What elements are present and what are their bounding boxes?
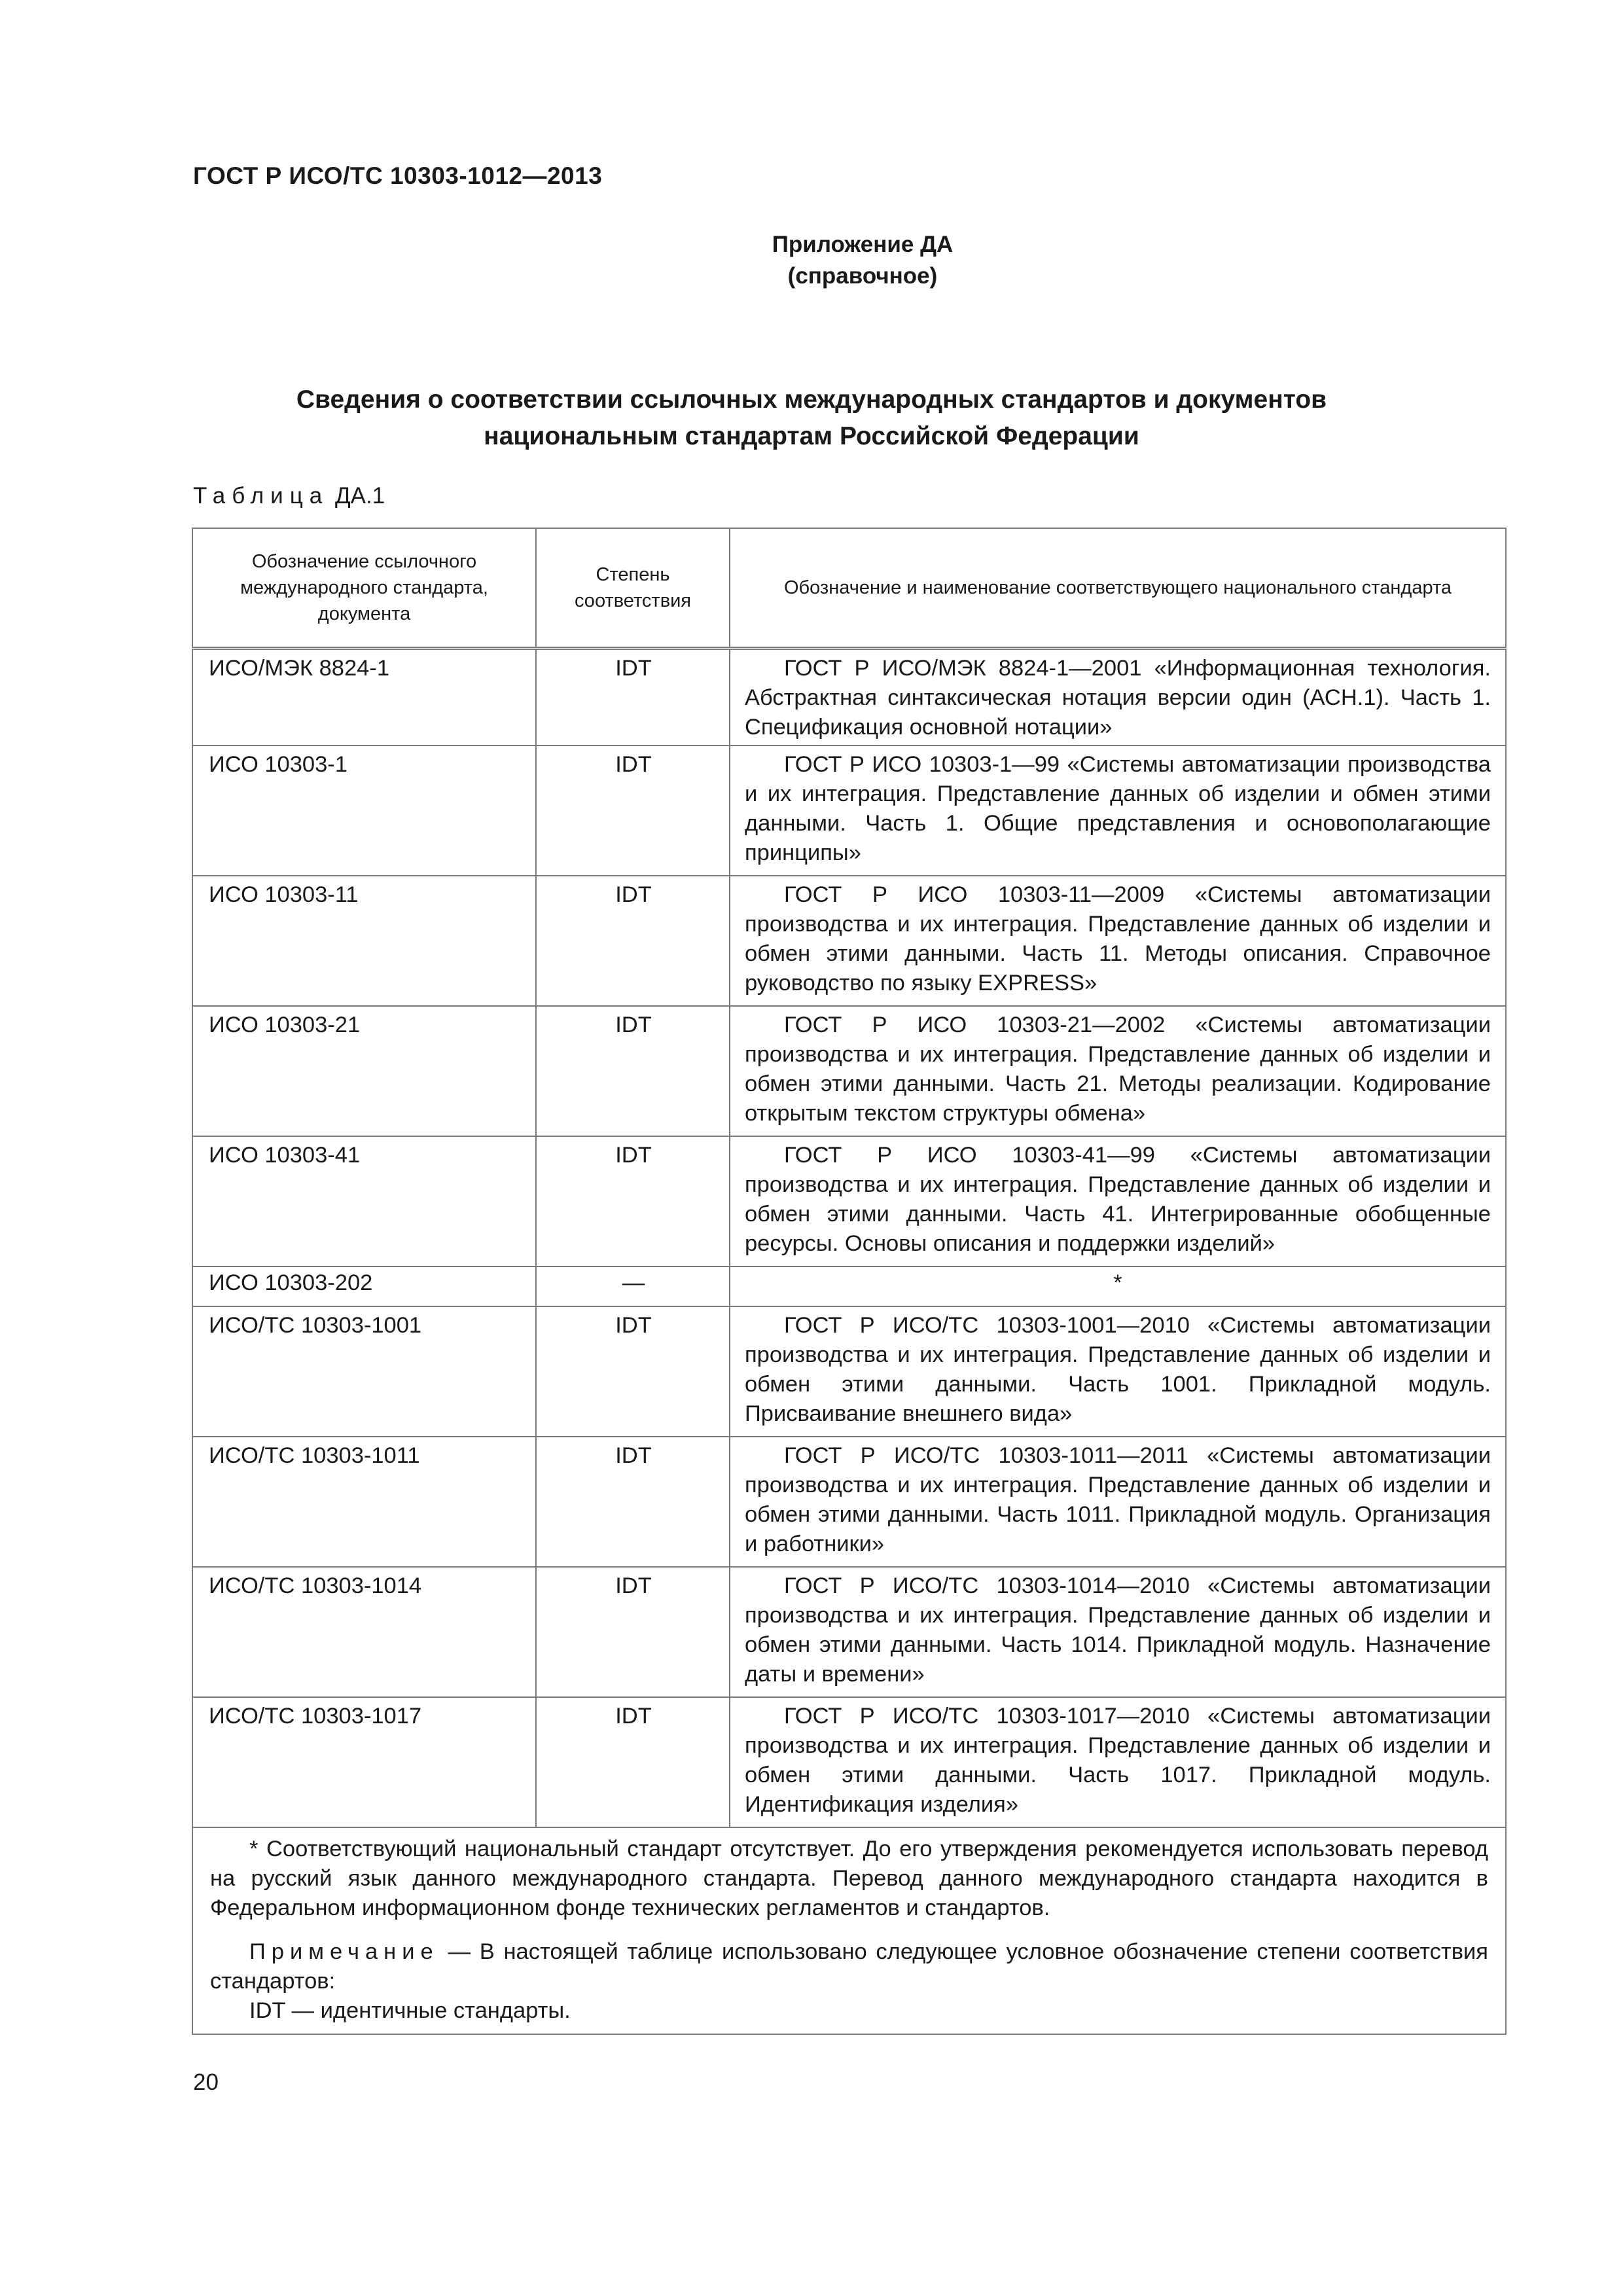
cell-reference: ИСО/ТС 10303-1014	[192, 1567, 536, 1697]
table-caption	[193, 483, 385, 509]
table-row	[192, 1266, 1506, 1306]
cell-reference: ИСО 10303-202	[192, 1266, 536, 1306]
column-header-national: Обозначение и наименование соответствующего национального стандарта	[730, 528, 1506, 649]
cell-degree: IDT	[536, 1437, 730, 1567]
cell-national: *	[730, 1266, 1506, 1306]
table-footnote-cell	[192, 1827, 1506, 2034]
appendix-label: Приложение ДА	[772, 232, 954, 257]
note-label: Примечание	[249, 1939, 439, 1964]
cell-degree: IDT	[536, 1136, 730, 1266]
table-row	[192, 1567, 1506, 1697]
cell-national: ГОСТ Р ИСО/ТС 10303-1017—2010 «Системы автоматизации производства и их интеграция. Представление данных об изделии и обмен этими данными. Часть 1017. Прикладной модуль. Идентификация изделия»	[730, 1697, 1506, 1827]
cell-national: ГОСТ Р ИСО/ТС 10303-1011—2011 «Системы автоматизации производства и их интеграция. Представление данных об изделии и обмен этими данными. Часть 1011. Прикладной модуль. Организация и работники»	[730, 1437, 1506, 1567]
cell-degree: IDT	[536, 876, 730, 1006]
table-row	[192, 1697, 1506, 1827]
table-footer-row	[192, 1827, 1506, 2034]
appendix-heading	[0, 229, 1623, 292]
table-header-row	[192, 528, 1506, 649]
note	[210, 1937, 1488, 1996]
cell-national: ГОСТ Р ИСО 10303-41—99 «Системы автоматизации производства и их интеграция. Представление данных об изделии и обмен этими данными. Часть 41. Интегрированные обобщенные ресурсы. Основы описания и поддержки изделий»	[730, 1136, 1506, 1266]
table-row	[192, 876, 1506, 1006]
table-row	[192, 1136, 1506, 1266]
section-title-line-2: национальным стандартам Российской Федерации	[484, 422, 1139, 450]
cell-national: ГОСТ Р ИСО/ТС 10303-1014—2010 «Системы автоматизации производства и их интеграция. Представление данных об изделии и обмен этими данными. Часть 1014. Прикладной модуль. Назначение даты и времени»	[730, 1567, 1506, 1697]
table-caption-prefix: Таблица	[193, 483, 329, 509]
cell-national: ГОСТ Р ИСО/ТС 10303-1001—2010 «Системы автоматизации производства и их интеграция. Представление данных об изделии и обмен этими данными. Часть 1001. Прикладной модуль. Присваивание внешнего вида»	[730, 1306, 1506, 1437]
correspondence-table	[192, 528, 1507, 2035]
page-number: 20	[193, 2070, 219, 2095]
cell-reference: ИСО/ТС 10303-1011	[192, 1437, 536, 1567]
note-text: — В настоящей таблице использовано следующее условное обозначение степени соответствия стандартов:	[210, 1939, 1488, 1994]
cell-reference: ИСО/МЭК 8824-1	[192, 649, 536, 746]
cell-reference: ИСО 10303-21	[192, 1006, 536, 1136]
cell-reference: ИСО 10303-11	[192, 876, 536, 1006]
cell-reference: ИСО 10303-41	[192, 1136, 536, 1266]
appendix-type: (справочное)	[787, 263, 938, 289]
table-row	[192, 1006, 1506, 1136]
cell-degree: IDT	[536, 1697, 730, 1827]
table-row	[192, 1306, 1506, 1437]
table-caption-number: ДА.1	[334, 483, 385, 509]
cell-degree: IDT	[536, 1567, 730, 1697]
cell-degree: IDT	[536, 745, 730, 876]
table-row	[192, 1437, 1506, 1567]
cell-national: ГОСТ Р ИСО 10303-21—2002 «Системы автоматизации производства и их интеграция. Представление данных об изделии и обмен этими данными. Часть 21. Методы реализации. Кодирование открытым текстом структуры обмена»	[730, 1006, 1506, 1136]
column-header-degree: Степень соответствия	[536, 528, 730, 649]
table-row	[192, 745, 1506, 876]
cell-reference: ИСО/ТС 10303-1001	[192, 1306, 536, 1437]
table-row	[192, 649, 1506, 746]
document-code: ГОСТ Р ИСО/ТС 10303-1012—2013	[193, 162, 603, 189]
cell-reference: ИСО 10303-1	[192, 745, 536, 876]
cell-degree: —	[536, 1266, 730, 1306]
cell-degree: IDT	[536, 1006, 730, 1136]
cell-degree: IDT	[536, 649, 730, 746]
column-header-reference: Обозначение ссылочного международного стандарта, документа	[192, 528, 536, 649]
cell-national: ГОСТ Р ИСО 10303-11—2009 «Системы автоматизации производства и их интеграция. Представление данных об изделии и обмен этими данными. Часть 11. Методы описания. Справочное руководство по языку EXPRESS»	[730, 876, 1506, 1006]
cell-degree: IDT	[536, 1306, 730, 1437]
cell-national: ГОСТ Р ИСО/МЭК 8824-1—2001 «Информационная технология. Абстрактная синтаксическая нотация версии один (АСН.1). Часть 1. Спецификация основной нотации»	[730, 649, 1506, 746]
cell-national: ГОСТ Р ИСО 10303-1—99 «Системы автоматизации производства и их интеграция. Представление данных об изделии и обмен этими данными. Часть 1. Общие представления и основополагающие принципы»	[730, 745, 1506, 876]
section-title	[0, 382, 1623, 455]
footnote: * Соответствующий национальный стандарт отсутствует. До его утверждения рекомендуется использовать перевод на русский язык данного международного стандарта. Перевод данного международного стандарта находится в Федеральном информационном фонде технических регламентов и стандартов.	[210, 1837, 1488, 1920]
cell-reference: ИСО/ТС 10303-1017	[192, 1697, 536, 1827]
note-idt-legend: IDT — идентичные стандарты.	[249, 1998, 571, 2023]
section-title-line-1: Сведения о соответствии ссылочных международных стандартов и документов	[296, 386, 1327, 414]
